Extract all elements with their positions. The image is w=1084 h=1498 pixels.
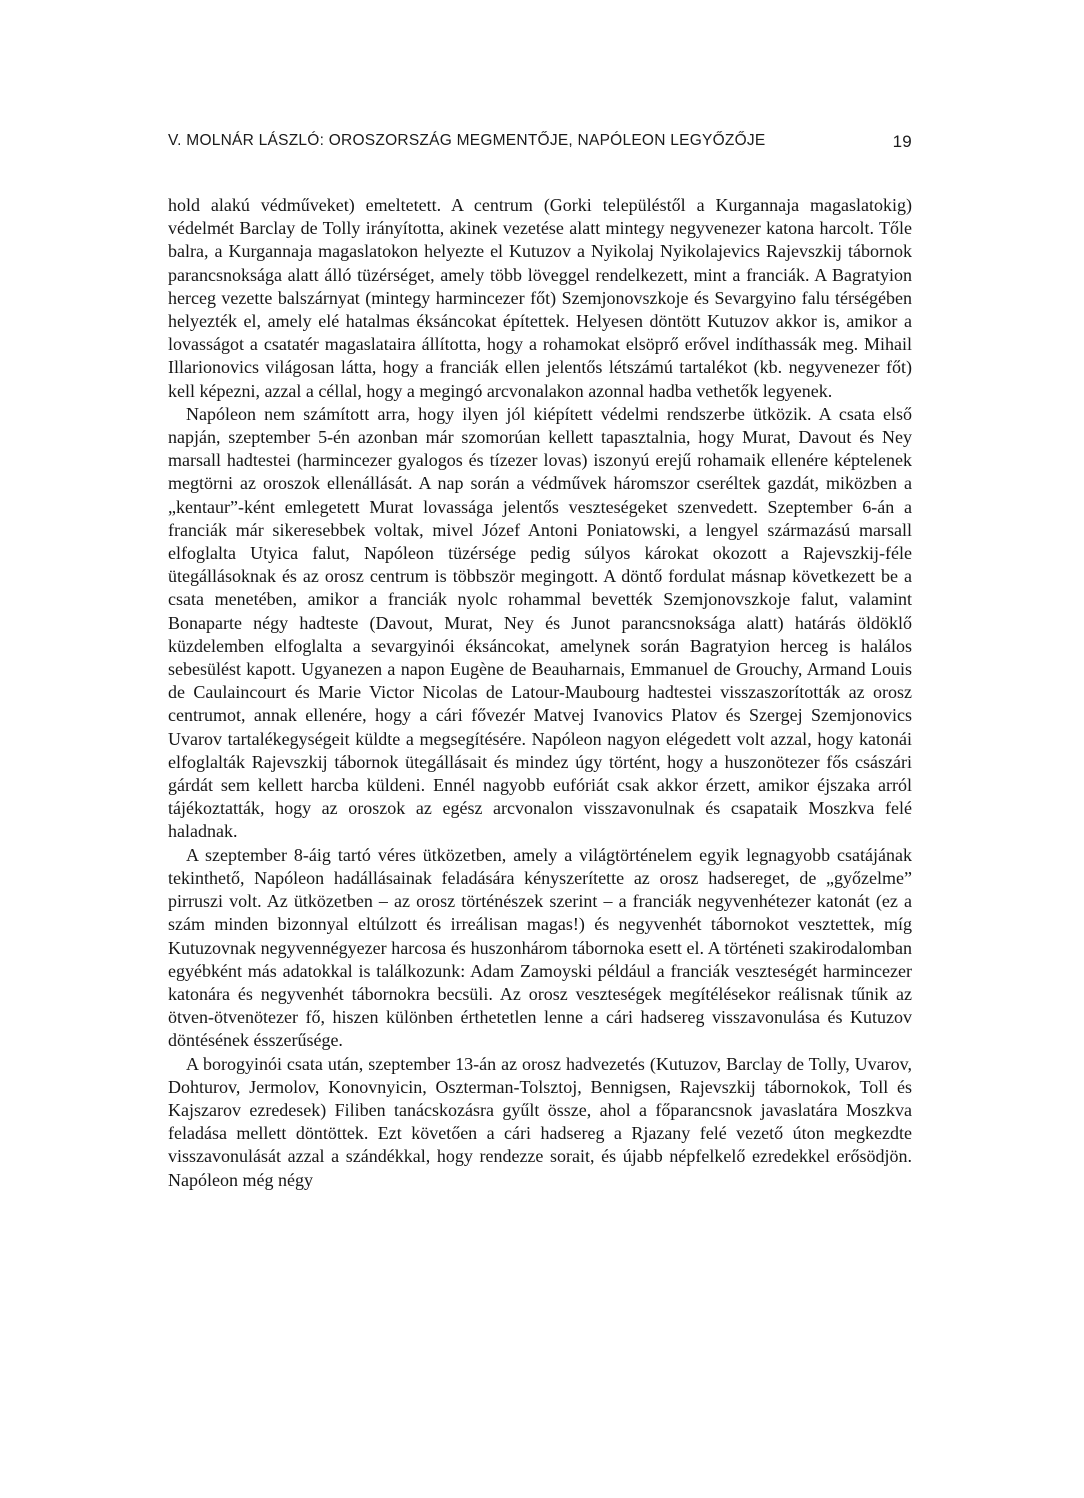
running-title: V. MOLNÁR LÁSZLÓ: OROSZORSZÁG MEGMENTŐJE, NAPÓLEON LEGYŐZŐJE — [168, 132, 766, 149]
body-text — [168, 194, 912, 1192]
running-header — [168, 132, 912, 156]
paragraph: Napóleon nem számított arra, hogy ilyen jól kiépített védelmi rendszerbe ütközik. A csata első napján, szeptember 5-én azonban már szomorúan kellett tapasztalnia, hogy Murat, Davout és Ney marsall hadtestei (harmincezer gyalogos és tízezer lovas) iszonyú erejű rohamaik ellenére képtelenek megtörni az oroszok ellenállását. A nap során a védművek háromszor cseréltek gazdát, miközben a „kentaur”-ként emlegetett Murat lovassága jelentős veszteségeket szenvedett. Szeptember 6-án a franciák már sikeresebbek voltak, mivel Józef Antoni Poniatowski, a lengyel származású marsall elfoglalta Utyica falut, Napóleon tüzérsége pedig súlyos károkat okozott a Rajevszkij-féle ütegállásoknak és az orosz centrum is többször megingott. A döntő fordulat másnap következett be a csata menetében, amikor a franciák nyolc rohammal bevették Szemjonovszkoje falut, valamint Bonaparte négy hadteste (Davout, Murat, Ney és Junot parancsnoksága alatt) határás öldöklő küzdelemben elfoglalta a sevargyinói éksáncokat, amelynek során Bagratyion herceg is halálos sebesülést kapott. Ugyanezen a napon Eugène de Beauharnais, Emmanuel de Grouchy, Armand Louis de Caulaincourt és Marie Victor Nicolas de Latour-Maubourg hadtestei visszaszorították az orosz centrumot, annak ellenére, hogy a cári fővezér Matvej Ivanovics Platov és Szergej Szemjonovics Uvarov tartalékegységeit küldte a megsegítésére. Napóleon nagyon elégedett volt azzal, hogy katonái elfoglalták Rajevszkij tábornok ütegállásait és mindez úgy történt, hogy a huszonötezer fős császári gárdát sem kellett harcba küldeni. Ennél nagyobb eufóriát csak akkor érzett, amikor éjszaka arról tájékoztatták, hogy az oroszok az egész arcvonalon visszavonulnak és csapataik Moszkva felé haladnak. — [168, 403, 912, 842]
paragraph-continued: hold alakú védműveket) emeltetett. A centrum (Gorki településtől a Kurgannaja magaslatokig) védelmét Barclay de Tolly irányította, akinek vezetése alatt mintegy negyvenezer katona harcolt. Tőle balra, a Kurgannaja magaslatokon helyezte el Kutuzov a Nyikolaj Nyikolajevics Rajevszkij tábornok parancsnoksága alatt álló tüzérséget, amely több löveggel rendelkezett, mint a franciák. A Bagratyion herceg vezette balszárnyat (mintegy harmincezer főt) Szemjonovszkoje és Sevargyino falu térségében helyezték el, amely elé hatalmas éksáncokat építettek. Helyesen döntött Kutuzov akkor is, amikor a lovasságot a csatatér magaslataira állította, hogy a rohamokat elsöprő erővel indíthassák meg. Mihail Illarionovics világosan látta, hogy a franciák ellen jelentős létszámú tartalékot (kb. negyvenezer főt) kell képezni, azzal a céllal, hogy a megingó arcvonalakon azonnal hadba vethetők legyenek. — [168, 195, 912, 401]
page-number: 19 — [892, 132, 912, 151]
paragraph: A szeptember 8-áig tartó véres ütközetben, amely a világtörténelem egyik legnagyobb csatájának tekinthető, Napóleon hadállásainak feladására kényszerítette az orosz hadsereget, de „győzelme” pirruszi volt. Az ütközetben – az orosz történészek szerint – a franciák negyvenhétezer katonát (ez a szám minden bizonnyal eltúlzott és irreálisan magas!) és negyvenhét tábornokot vesztettek, míg Kutuzovnak negyvennégyezer harcosa és huszonhárom tábornoka esett el. A történeti szakirodalomban egyébként más adatokkal is találkozunk: Adam Zamoyski például a franciák veszteségét harmincezer katonára és negyvenhét tábornokra becsüli. Az orosz veszteségek megítélésekor reálisnak tűnik az ötven-ötvenötezer fő, hiszen különben érthetetlen lenne a cári hadsereg visszavonulása és Kutuzov döntésének ésszerűsége. — [168, 844, 912, 1051]
paragraph: A borogyinói csata után, szeptember 13-án az orosz hadvezetés (Kutuzov, Barclay de Tolly, Uvarov, Dohturov, Jermolov, Konovnyicin, Oszterman-Tolsztoj, Bennigsen, Rajevszkij tábornokok, Toll és Kajszarov ezredesek) Filiben tanácskozásra gyűlt össze, ahol a főparancsnok javaslatára Moszkva feladása mellett döntöttek. Ezt követően a cári hadsereg a Rjazany felé vezető úton megkezdte visszavonulását azzal a szándékkal, hogy rendezze sorait, és újabb népfelkelő ezredekkel erősödjön. Napóleon még négy — [168, 1053, 912, 1190]
